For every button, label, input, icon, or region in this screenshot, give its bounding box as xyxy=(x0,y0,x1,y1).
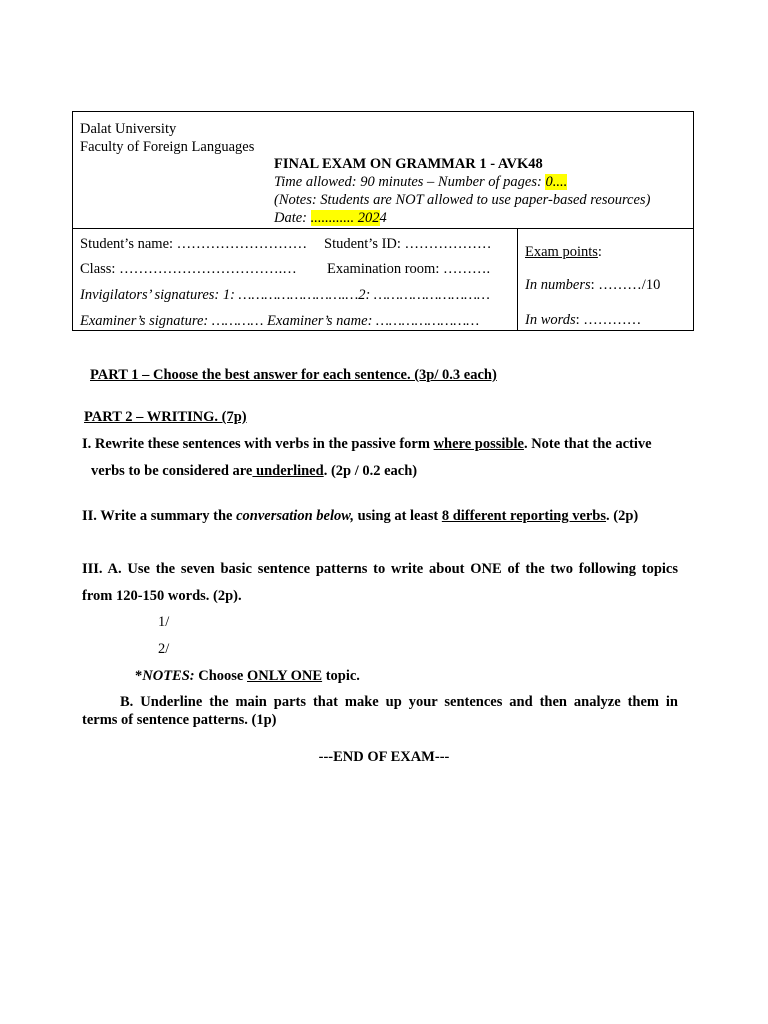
section-2-instruction xyxy=(82,508,638,525)
notes-label: NOTES: xyxy=(142,668,195,684)
notes-star: * xyxy=(135,668,143,684)
section-1-text-c: verbs to be considered are xyxy=(91,463,253,479)
header-top-cell xyxy=(73,112,693,229)
exam-room-field: Examination room: ………. xyxy=(327,261,491,277)
section-2-text-c: . (2p) xyxy=(606,508,639,524)
section-2-underlined: 8 different reporting verbs xyxy=(441,508,607,524)
topic-1: 1/ xyxy=(158,614,170,630)
exam-info-block xyxy=(274,155,650,227)
time-allowed-text: Time allowed: 90 minutes – Number of pages: xyxy=(274,174,546,190)
in-numbers-label: In numbers xyxy=(525,277,591,293)
invigilators-signature-field: Invigilators’ signatures: 1: …………………….…2: ……………………… xyxy=(80,287,490,303)
section-1-underlined-2: underlined xyxy=(252,463,324,479)
notes-underlined: ONLY ONE xyxy=(247,668,323,684)
section-2-text-a: II. Write a summary the xyxy=(82,508,237,524)
notes-text-a: Choose xyxy=(194,668,247,684)
points-in-words xyxy=(525,312,641,329)
date-value-highlight: ............ 202 xyxy=(310,210,380,226)
student-name-field: Student’s name: ……………………… xyxy=(80,236,308,252)
section-1-underlined: where possible xyxy=(433,436,524,452)
in-numbers-value: : ………/10 xyxy=(590,277,661,293)
examiner-field: Examiner’s signature: ………… Examiner’s name: …………………… xyxy=(80,313,480,329)
university-name: Dalat University xyxy=(80,121,177,137)
section-2-text-b: using at least xyxy=(354,508,442,524)
section-1-instruction-cont xyxy=(91,463,417,480)
section-1-text-e: . (2p / 0.2 each) xyxy=(323,463,418,479)
time-allowed xyxy=(274,173,650,191)
section-3a-instruction: III. A. Use the seven basic sentence patterns to write about ONE of the two following topics xyxy=(82,561,678,577)
exam-points-colon: : xyxy=(597,244,602,260)
notes-line xyxy=(135,668,360,685)
class-field: Class: …………………………….… xyxy=(80,261,297,277)
in-words-label: In words xyxy=(525,312,576,328)
institution-block xyxy=(80,121,254,156)
section-3b-instruction: B. Underline the main parts that make up your sentences and then analyze them in xyxy=(120,694,678,710)
exam-points-heading xyxy=(525,244,602,261)
exam-points-cell xyxy=(518,228,693,330)
exam-notes: (Notes: Students are NOT allowed to use paper-based resources) xyxy=(274,192,651,208)
exam-points-label: Exam points xyxy=(525,244,598,260)
faculty-name: Faculty of Foreign Languages xyxy=(80,138,255,155)
section-3b-instruction-cont: terms of sentence patterns. (1p) xyxy=(82,712,277,728)
topic-2: 2/ xyxy=(158,641,170,657)
date-value-suffix: 4 xyxy=(379,210,387,226)
end-of-exam: ---END OF EXAM--- xyxy=(318,749,450,765)
part1-heading: PART 1 – Choose the best answer for each sentence. (3p/ 0.3 each) xyxy=(90,367,497,383)
date-label: Date: xyxy=(274,210,311,226)
notes-text-b: topic. xyxy=(322,668,360,684)
in-words-value: : ………… xyxy=(575,312,642,328)
exam-title: FINAL EXAM ON GRAMMAR 1 - AVK48 xyxy=(274,156,543,172)
points-in-numbers xyxy=(525,277,660,294)
section-1-text-b: . Note that the active xyxy=(523,436,652,452)
section-1-text-a: I. Rewrite these sentences with verbs in the passive form xyxy=(82,436,434,452)
exam-date xyxy=(274,209,650,227)
pages-value: 0.... xyxy=(545,174,568,190)
section-1-instruction xyxy=(82,436,652,453)
student-info-cell xyxy=(73,228,518,330)
student-id-field: Student’s ID: ……………… xyxy=(324,236,492,252)
part2-heading: PART 2 – WRITING. (7p) xyxy=(84,409,247,425)
section-3a-instruction-cont: from 120-150 words. (2p). xyxy=(82,588,242,604)
exam-header-table xyxy=(72,111,694,331)
section-2-italic: conversation below, xyxy=(236,508,355,524)
